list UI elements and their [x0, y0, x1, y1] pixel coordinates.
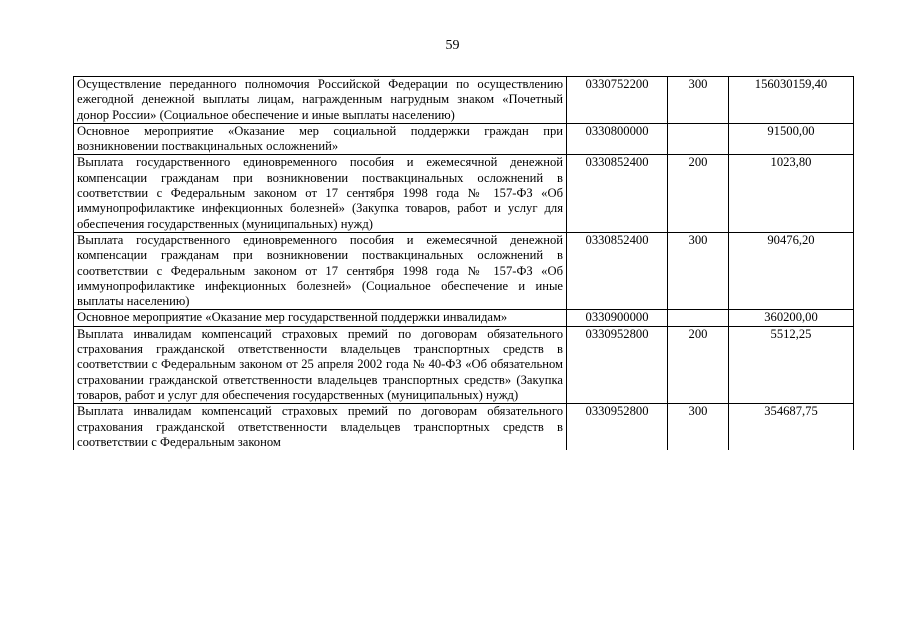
- row-amount: 90476,20: [729, 232, 854, 309]
- row-description: Выплата инвалидам компенсаций страховых премий по договорам обязательного страхования гражданской ответственности владельцев транспортных средств в соответствии с Федеральным законом: [74, 404, 567, 450]
- table-row: [74, 310, 854, 326]
- row-target-code: 0330852400: [567, 155, 668, 232]
- row-amount: 354687,75: [729, 404, 854, 450]
- row-target-code: 0330900000: [567, 310, 668, 326]
- budget-table: [73, 76, 854, 450]
- table-row: [74, 232, 854, 309]
- row-expense-type: [668, 123, 729, 155]
- row-target-code: 0330952800: [567, 404, 668, 450]
- row-expense-type: [668, 310, 729, 326]
- table-row: [74, 77, 854, 124]
- row-target-code: 0330800000: [567, 123, 668, 155]
- page-number: 59: [445, 38, 460, 53]
- table-row: [74, 404, 854, 450]
- row-expense-type: 200: [668, 155, 729, 232]
- row-amount: 5512,25: [729, 326, 854, 403]
- row-expense-type: 300: [668, 77, 729, 124]
- row-description: Выплата государственного единовременного пособия и ежемесячной денежной компенсации гражданам при возникновении поствакцинальных осложнений в соответствии с Федеральным законом от 17 сентября 1998 года № 157-ФЗ «Об иммунопрофилактике инфекционных болезней» (Социальное обеспечение и иные выплаты населению): [74, 232, 567, 309]
- row-expense-type: 300: [668, 404, 729, 450]
- row-expense-type: 200: [668, 326, 729, 403]
- row-target-code: 0330852400: [567, 232, 668, 309]
- row-expense-type: 300: [668, 232, 729, 309]
- row-amount: 156030159,40: [729, 77, 854, 124]
- row-target-code: 0330952800: [567, 326, 668, 403]
- row-amount: 1023,80: [729, 155, 854, 232]
- row-target-code: 0330752200: [567, 77, 668, 124]
- row-description: Основное мероприятие «Оказание мер государственной поддержки инвалидам»: [74, 310, 567, 326]
- row-description: Выплата государственного единовременного пособия и ежемесячной денежной компенсации гражданам при возникновении поствакцинальных осложнений в соответствии с Федеральным законом от 17 сентября 1998 года № 157-ФЗ «Об иммунопрофилактике инфекционных болезней» (Закупка товаров, работ и услуг для обеспечения государственных (муниципальных) нужд): [74, 155, 567, 232]
- row-description: Выплата инвалидам компенсаций страховых премий по договорам обязательного страхования гражданской ответственности владельцев транспортных средств в соответствии с Федеральным законом от 25 апреля 2002 года № 40-ФЗ «Об обязательном страховании гражданской ответственности владельцев транспортных средств» (Закупка товаров, работ и услуг для обеспечения государственных (муниципальных) нужд): [74, 326, 567, 403]
- table-row: [74, 326, 854, 403]
- row-amount: 91500,00: [729, 123, 854, 155]
- row-description: Основное мероприятие «Оказание мер социальной поддержки граждан при возникновении поствакцинальных осложнений»: [74, 123, 567, 155]
- table-row: [74, 155, 854, 232]
- row-amount: 360200,00: [729, 310, 854, 326]
- row-description: Осуществление переданного полномочия Российской Федерации по осуществлению ежегодной денежной выплаты лицам, награжденным нагрудным знаком «Почетный донор России» (Социальное обеспечение и иные выплаты населению): [74, 77, 567, 124]
- table-row: [74, 123, 854, 155]
